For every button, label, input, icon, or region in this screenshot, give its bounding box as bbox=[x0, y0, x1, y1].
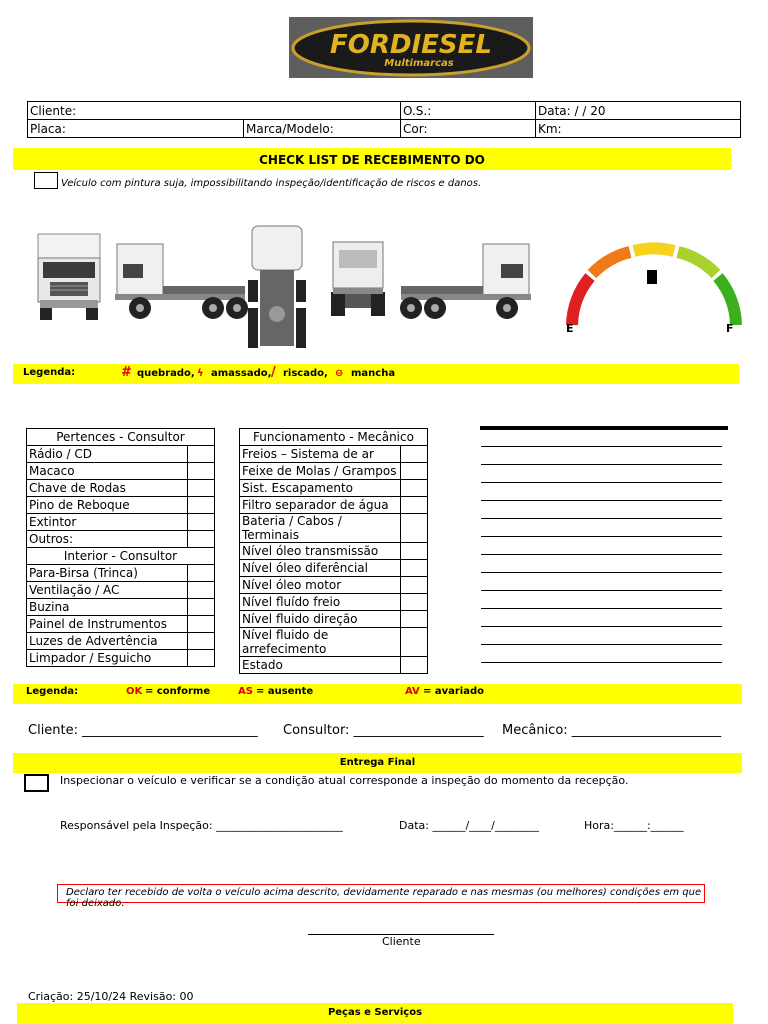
marca-modelo-field[interactable]: Marca/Modelo: bbox=[244, 120, 401, 138]
stain-icon: ⊖ bbox=[335, 368, 344, 379]
observation-line[interactable] bbox=[481, 590, 722, 591]
observation-line[interactable] bbox=[481, 662, 722, 663]
observation-line[interactable] bbox=[481, 608, 722, 609]
declaration-box bbox=[57, 884, 705, 909]
truck-left-side-view bbox=[113, 242, 248, 322]
checklist-title: CHECK LIST DE RECEBIMENTO DO bbox=[13, 148, 731, 170]
entrega-final-title: Entrega Final bbox=[13, 753, 742, 773]
table-row: Pino de Reboque bbox=[27, 497, 215, 514]
client-signature-label: Cliente bbox=[382, 935, 421, 948]
funcionamento-table bbox=[239, 428, 428, 674]
table-row: Limpador / Esguicho bbox=[27, 650, 215, 667]
table-row: Nível óleo transmissão bbox=[240, 543, 428, 560]
ok-text: = conforme bbox=[145, 686, 211, 697]
ok-code: OK bbox=[126, 686, 143, 697]
fuel-gauge bbox=[560, 240, 740, 335]
observation-line[interactable] bbox=[481, 626, 722, 627]
table-row: Extintor bbox=[27, 514, 215, 531]
fuel-gauge-yellow-segment bbox=[634, 248, 674, 251]
responsavel-field[interactable]: Responsável pela Inspeção: _______________________ bbox=[60, 819, 343, 832]
table-row: Nível óleo motor bbox=[240, 577, 428, 594]
table-row: Ventilação / AC bbox=[27, 582, 215, 599]
cliente-signature[interactable]: Cliente: ___________________________ bbox=[28, 723, 258, 738]
av-code: AV bbox=[405, 686, 420, 697]
observation-line[interactable] bbox=[481, 446, 722, 447]
dent-icon: ϟ bbox=[197, 368, 204, 379]
declaration-text: Declaro ter recebido de volta o veículo acima descrito, devidamente reparado e nas mesmas (ou melhores) condições em que foi deixado. bbox=[66, 887, 702, 909]
fuel-gauge-green-segment bbox=[718, 277, 736, 325]
table-row: Nível fluido direção bbox=[240, 611, 428, 628]
placa-field[interactable]: Placa: bbox=[28, 120, 244, 138]
broken-icon: # bbox=[121, 365, 132, 380]
table-row: Nível óleo diferêncial bbox=[240, 560, 428, 577]
fuel-gauge-red-segment bbox=[572, 277, 590, 325]
observation-line[interactable] bbox=[481, 536, 722, 537]
observation-line[interactable] bbox=[481, 464, 722, 465]
legend2-label: Legenda: bbox=[26, 686, 79, 697]
truck-top-view bbox=[248, 224, 306, 350]
table-row: Filtro separador de água bbox=[240, 497, 428, 514]
logo-tagline: Multimarcas bbox=[384, 58, 454, 69]
data-field[interactable]: Data: / / 20 bbox=[536, 102, 741, 120]
fuel-empty-label: E bbox=[566, 322, 574, 335]
table-row: Freios – Sistema de ar bbox=[240, 446, 428, 463]
os-field[interactable]: O.S.: bbox=[401, 102, 536, 120]
table-row: Buzina bbox=[27, 599, 215, 616]
company-logo bbox=[289, 17, 533, 78]
km-field[interactable]: Km: bbox=[536, 120, 741, 138]
table-row: Macaco bbox=[27, 463, 215, 480]
as-text: = ausente bbox=[256, 686, 314, 697]
fuel-gauge-orange-segment bbox=[592, 252, 630, 274]
truck-front-view bbox=[34, 232, 104, 322]
dirty-vehicle-text: Veículo com pintura suja, impossibilitando inspeção/identificação de riscos e danos. bbox=[61, 178, 482, 189]
creation-info: Criação: 25/10/24 Revisão: 00 bbox=[28, 990, 194, 1003]
pertences-table bbox=[26, 428, 215, 667]
table-row: Estado bbox=[240, 657, 428, 674]
dirty-vehicle-checkbox[interactable] bbox=[34, 172, 58, 189]
truck-rear-view bbox=[329, 240, 387, 322]
final-time-field[interactable]: Hora:______:______ bbox=[584, 819, 684, 832]
legend-dent-text: amassado, bbox=[211, 368, 272, 379]
as-code: AS bbox=[238, 686, 253, 697]
table-row: Painel de Instrumentos bbox=[27, 616, 215, 633]
observations-header bbox=[480, 426, 728, 430]
consultor-signature[interactable]: Consultor: ____________________ bbox=[283, 723, 484, 738]
observation-line[interactable] bbox=[481, 554, 722, 555]
final-date-field[interactable]: Data: ______/____/________ bbox=[399, 819, 539, 832]
table-row: Outros: bbox=[27, 531, 215, 548]
cliente-field[interactable]: Cliente: bbox=[28, 102, 401, 120]
table-row: Sist. Escapamento bbox=[240, 480, 428, 497]
table-row: Nível fluído freio bbox=[240, 594, 428, 611]
table-row: Feixe de Molas / Grampos bbox=[240, 463, 428, 480]
fuel-gauge-lightgreen-segment bbox=[678, 252, 716, 274]
final-inspection-text: Inspecionar o veículo e verificar se a condição atual corresponde a inspeção do momento da recepção. bbox=[60, 774, 629, 787]
status-legend bbox=[13, 684, 742, 704]
table-row: Bateria / Cabos / Terminais bbox=[240, 514, 428, 543]
scratch-icon: / bbox=[271, 365, 276, 380]
funcionamento-title: Funcionamento - Mecânico bbox=[240, 429, 428, 446]
header-table bbox=[27, 101, 741, 138]
legend-label: Legenda: bbox=[23, 367, 76, 378]
truck-right-side-view bbox=[397, 242, 533, 322]
observation-line[interactable] bbox=[481, 572, 722, 573]
interior-title: Interior - Consultor bbox=[27, 548, 215, 565]
legend-broken-text: quebrado, bbox=[137, 368, 195, 379]
table-row: Rádio / CD bbox=[27, 446, 215, 463]
observation-line[interactable] bbox=[481, 500, 722, 501]
av-text: = avariado bbox=[423, 686, 485, 697]
pertences-title: Pertences - Consultor bbox=[27, 429, 215, 446]
legend-scratch-text: riscado, bbox=[283, 368, 328, 379]
observation-line[interactable] bbox=[481, 482, 722, 483]
legend-stain-text: mancha bbox=[351, 368, 396, 379]
pecas-servicos-title: Peças e Serviços bbox=[17, 1003, 733, 1024]
cor-field[interactable]: Cor: bbox=[401, 120, 536, 138]
fuel-pump-icon bbox=[647, 270, 657, 284]
table-row: Nível fluido de arrefecimento bbox=[240, 628, 428, 657]
fuel-full-label: F bbox=[726, 322, 734, 335]
final-inspection-checkbox[interactable] bbox=[24, 774, 49, 792]
observation-line[interactable] bbox=[481, 644, 722, 645]
table-row: Para-Birsa (Trinca) bbox=[27, 565, 215, 582]
table-row: Chave de Rodas bbox=[27, 480, 215, 497]
damage-legend bbox=[13, 364, 739, 384]
observation-line[interactable] bbox=[481, 518, 722, 519]
logo-brand: FORDIESEL bbox=[330, 30, 492, 60]
table-row: Luzes de Advertência bbox=[27, 633, 215, 650]
mecanico-signature[interactable]: Mecânico: _______________________ bbox=[502, 723, 722, 738]
